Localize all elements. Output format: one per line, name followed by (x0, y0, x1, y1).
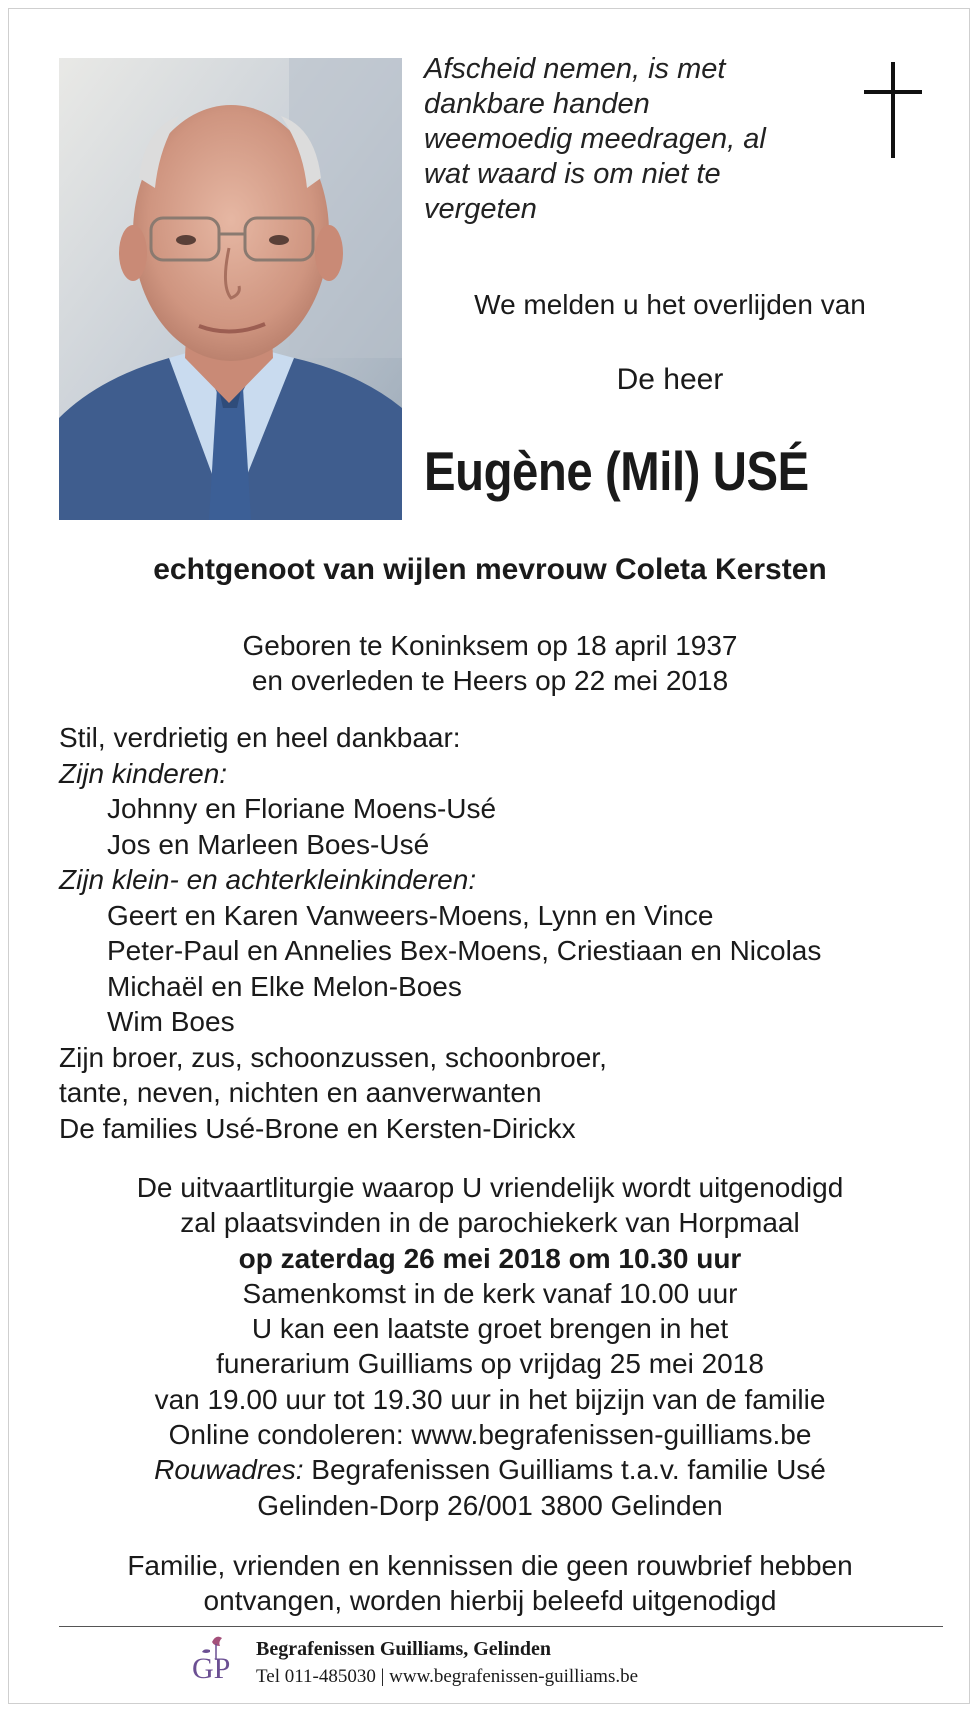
grandchildren-label: Zijn klein- en achterkleinkinderen: (59, 864, 477, 895)
footer-divider (59, 1626, 943, 1627)
funeral-service-info (0, 1170, 980, 1523)
spouse-line: echtgenoot van wijlen mevrouw Coleta Kersten (153, 553, 827, 586)
quote-line: vergeten (424, 193, 537, 225)
service-line: De uitvaartliturgie waarop U vriendelijk wordt uitgenodigd (136, 1172, 844, 1203)
children-label: Zijn kinderen: (59, 757, 228, 789)
service-line: zal plaatsvinden in de parochiekerk van Horpmaal (180, 1207, 800, 1239)
funeral-home-name: Begrafenissen Guilliams, Gelinden (256, 1638, 552, 1660)
quote-line: wat waard is om niet te (424, 158, 721, 190)
birth-death-info (0, 628, 980, 698)
list-item: Wim Boes (107, 1006, 235, 1037)
announcement-text: We melden u het overlijden van (474, 289, 866, 320)
portrait-illustration (59, 58, 402, 520)
memorial-quote (424, 52, 824, 227)
service-line: Samenkomst in de kerk vanaf 10.00 uur (242, 1277, 738, 1309)
address-line: Begrafenissen Guilliams t.a.v. familie Usé (303, 1454, 826, 1486)
invite-line: ontvangen, worden hierbij beleefd uitgenodigd (203, 1585, 777, 1616)
service-datetime: op zaterdag 26 mei 2018 om 10.30 uur (238, 1242, 742, 1274)
online-condolence: Online condoleren: www.begrafenissen-guilliams.be (168, 1419, 812, 1451)
quote-line: Afscheid nemen, is met (424, 53, 726, 85)
list-item: Michaël en Elke Melon-Boes (107, 970, 462, 1002)
list-item: Zijn broer, zus, schoonzussen, schoonbroer, (59, 1041, 607, 1073)
invite-line: Familie, vrienden en kennissen die geen rouwbrief hebben (127, 1550, 853, 1581)
invitation-note (0, 1548, 980, 1618)
portrait-photo (59, 58, 402, 520)
service-line: funerarium Guilliams op vrijdag 25 mei 2018 (216, 1348, 764, 1380)
funeral-home-logo (190, 1632, 240, 1698)
list-item: Johnny en Floriane Moens-Usé (107, 793, 497, 824)
funeral-home-contact: Tel 011-485030 | www.begrafenissen-guilliams.be (256, 1666, 639, 1687)
quote-line: dankbare handen (424, 88, 650, 120)
list-item: Geert en Karen Vanweers-Moens, Lynn en Vince (107, 899, 714, 931)
service-line: van 19.00 uur tot 19.30 uur in het bijzijn van de familie (154, 1383, 826, 1415)
service-line: U kan een laatste groet brengen in het (251, 1313, 729, 1345)
address-line: Gelinden-Dorp 26/001 3800 Gelinden (257, 1489, 723, 1521)
death-line: en overleden te Heers op 22 mei 2018 (251, 665, 729, 696)
salutation: De heer (616, 363, 724, 396)
birth-line: Geboren te Koninksem op 18 april 1937 (242, 630, 738, 661)
family-intro: Stil, verdrietig en heel dankbaar: (59, 722, 461, 753)
list-item: De families Usé-Brone en Kersten-Dirickx (59, 1112, 576, 1144)
deceased-name: Eugène (Mil) USÉ (424, 440, 809, 502)
mourning-address (0, 1452, 980, 1487)
address-label: Rouwadres: (154, 1454, 304, 1486)
cross-icon (864, 62, 922, 158)
family-list (59, 720, 959, 1146)
quote-line: weemoedig meedragen, al (424, 123, 766, 155)
logo-letters: GP (192, 1652, 231, 1685)
list-item: Peter-Paul en Annelies Bex-Moens, Criestiaan en Nicolas (107, 935, 822, 966)
list-item: tante, neven, nichten en aanverwanten (59, 1077, 542, 1108)
list-item: Jos en Marleen Boes-Usé (107, 828, 430, 860)
